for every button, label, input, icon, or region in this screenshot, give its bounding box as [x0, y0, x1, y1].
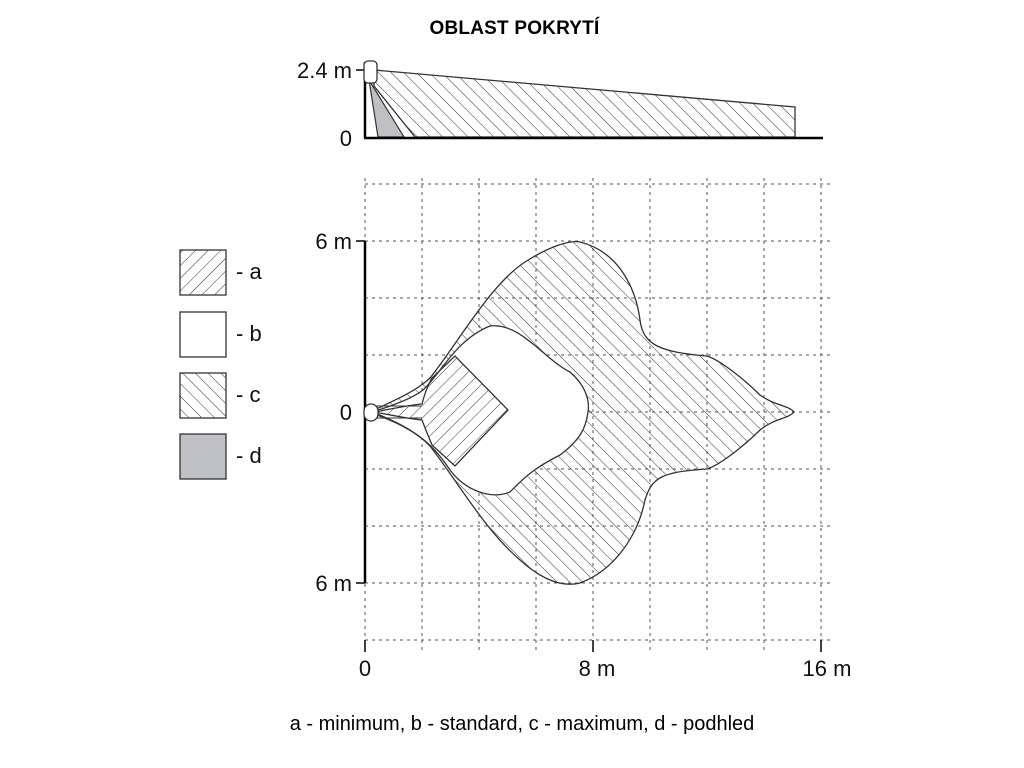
x-label-middle: 8 m: [578, 656, 616, 681]
x-label-end: 16 m: [802, 656, 852, 681]
x-label-start: 0: [358, 656, 372, 681]
legend-swatch-d: [180, 434, 226, 479]
top-view-zones: [370, 242, 794, 585]
side-height-label-bottom: 0: [339, 126, 352, 151]
legend: [180, 250, 262, 479]
side-beam-maximum: [374, 70, 795, 137]
legend-label-c: - c: [236, 382, 261, 407]
y-label-top: 6 m: [315, 229, 352, 254]
side-height-label-top: 2.4 m: [296, 58, 352, 83]
side-detector-icon: [364, 61, 377, 83]
y-label-middle: 0: [339, 400, 352, 425]
legend-label-d: - d: [236, 443, 262, 468]
side-view: [297, 58, 823, 151]
legend-swatch-a: [180, 250, 226, 295]
top-detector-icon: [364, 404, 378, 421]
legend-label-b: - b: [236, 321, 262, 346]
diagram-title: OBLAST POKRYTÍ: [429, 18, 600, 39]
legend-label-a: - a: [236, 259, 262, 284]
legend-swatch-c: [180, 373, 226, 418]
y-label-bottom: 6 m: [315, 571, 352, 596]
legend-caption: a - minimum, b - standard, c - maximum, d - podhled: [289, 713, 755, 735]
legend-swatch-b: [180, 312, 226, 357]
